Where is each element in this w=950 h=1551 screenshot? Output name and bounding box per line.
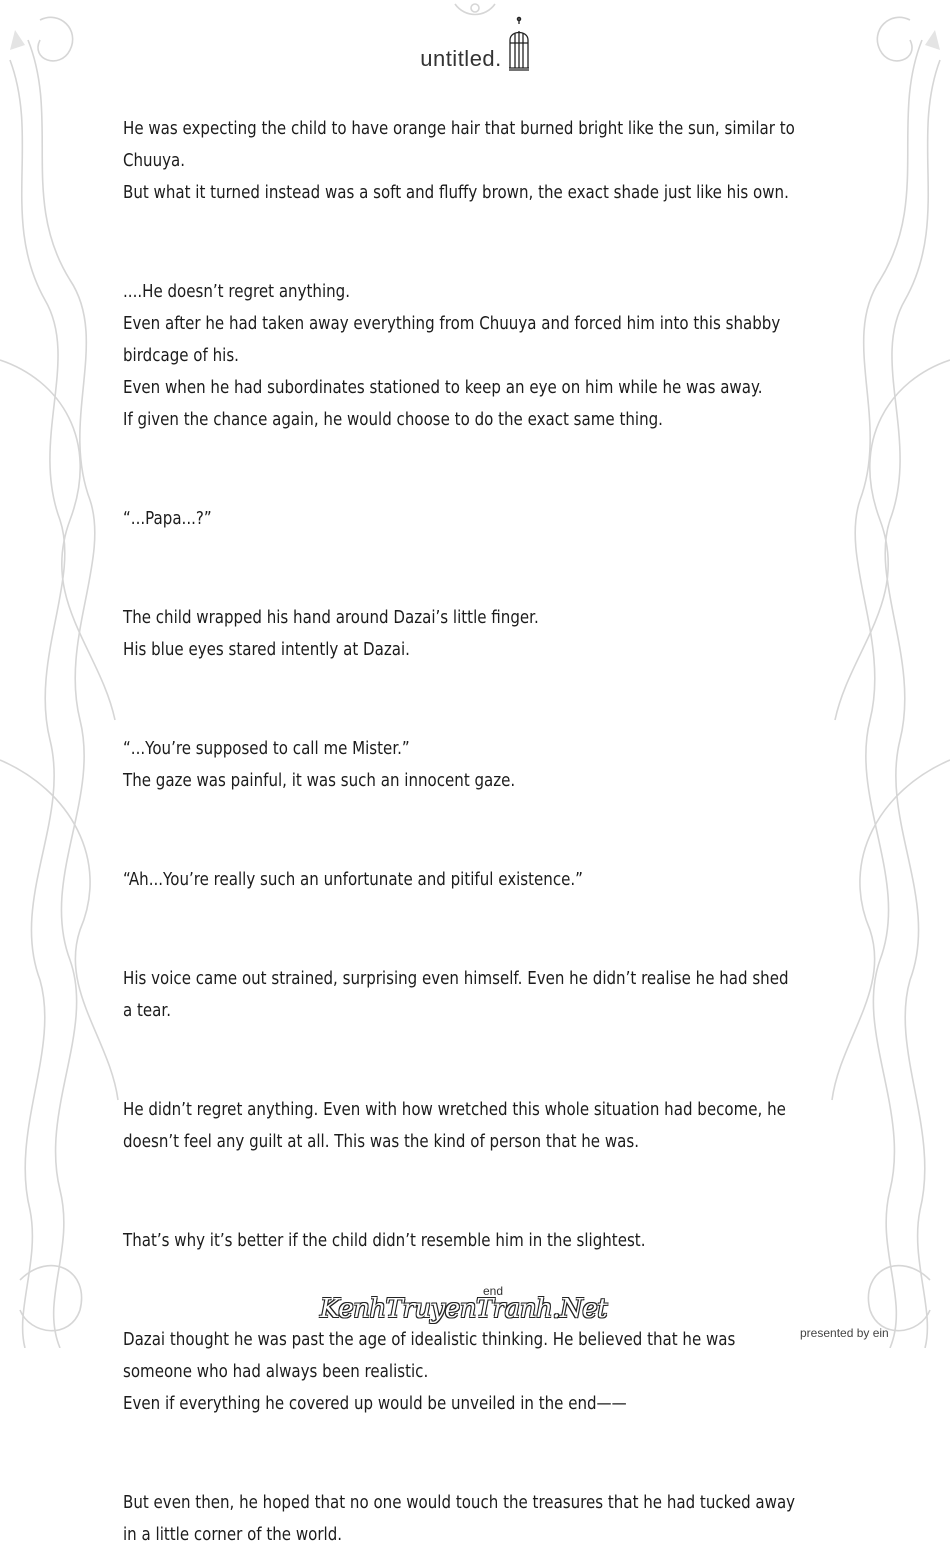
story-paragraph: “...Papa...?” — [123, 509, 212, 529]
page-header — [0, 12, 950, 72]
story-paragraph: Even after he had taken away everything from Chuuya and forced him into this shabby birdcage of his. — [123, 314, 781, 366]
story-paragraph: He was expecting the child to have orange hair that burned bright like the sun, similar to Chuuya. — [123, 119, 795, 171]
paragraph-spacer — [123, 454, 802, 486]
story-paragraph: “...You’re supposed to call me Mister.” — [123, 739, 410, 759]
paragraph-spacer — [123, 684, 802, 716]
story-paragraph: He didn’t regret anything. Even with how wretched this whole situation had become, he doesn’t feel any guilt at all. This was the kind of person that he was. — [123, 1100, 786, 1152]
story-paragraph: Even if everything he covered up would be unveiled in the end—— — [123, 1394, 627, 1414]
paragraph-spacer — [123, 227, 802, 259]
page-title: untitled. — [420, 46, 502, 71]
story-text — [123, 113, 802, 1551]
story-paragraph: Dazai thought he was past the age of idealistic thinking. He believed that he was someone who had always been realistic. — [123, 1330, 736, 1382]
story-paragraph: ....He doesn’t regret anything. — [123, 282, 350, 302]
story-paragraph: But even then, he hoped that no one would touch the treasures that he had tucked away in a little corner of the world. — [123, 1493, 796, 1545]
paragraph-spacer — [123, 815, 802, 847]
story-paragraph: His voice came out strained, surprising even himself. Even he didn’t realise he had shed a tear. — [123, 969, 789, 1021]
paragraph-spacer — [123, 1438, 802, 1470]
paragraph-spacer — [123, 1176, 802, 1208]
birdcage-icon — [508, 16, 530, 72]
story-paragraph: If given the chance again, he would choose to do the exact same thing. — [123, 410, 663, 430]
story-paragraph: Even when he had subordinates stationed to keep an eye on him while he was away. — [123, 378, 763, 398]
watermark-text: KenhTruyenTranh.Net — [320, 1294, 608, 1324]
paragraph-spacer — [123, 1045, 802, 1077]
story-paragraph: But what it turned instead was a soft and fluffy brown, the exact shade just like his own. — [123, 183, 789, 203]
author-credit: presented by ein — [800, 1326, 889, 1340]
story-paragraph: His blue eyes stared intently at Dazai. — [123, 640, 410, 660]
story-paragraph: That’s why it’s better if the child didn’t resemble him in the slightest. — [123, 1231, 646, 1251]
story-paragraph: The child wrapped his hand around Dazai’s little finger. — [123, 608, 539, 628]
paragraph-spacer — [123, 553, 802, 585]
end-label: end — [483, 1284, 504, 1298]
story-paragraph: The gaze was painful, it was such an innocent gaze. — [123, 771, 516, 791]
paragraph-spacer — [123, 914, 802, 946]
story-paragraph: “Ah...You’re really such an unfortunate and pitiful existence.” — [123, 870, 583, 890]
